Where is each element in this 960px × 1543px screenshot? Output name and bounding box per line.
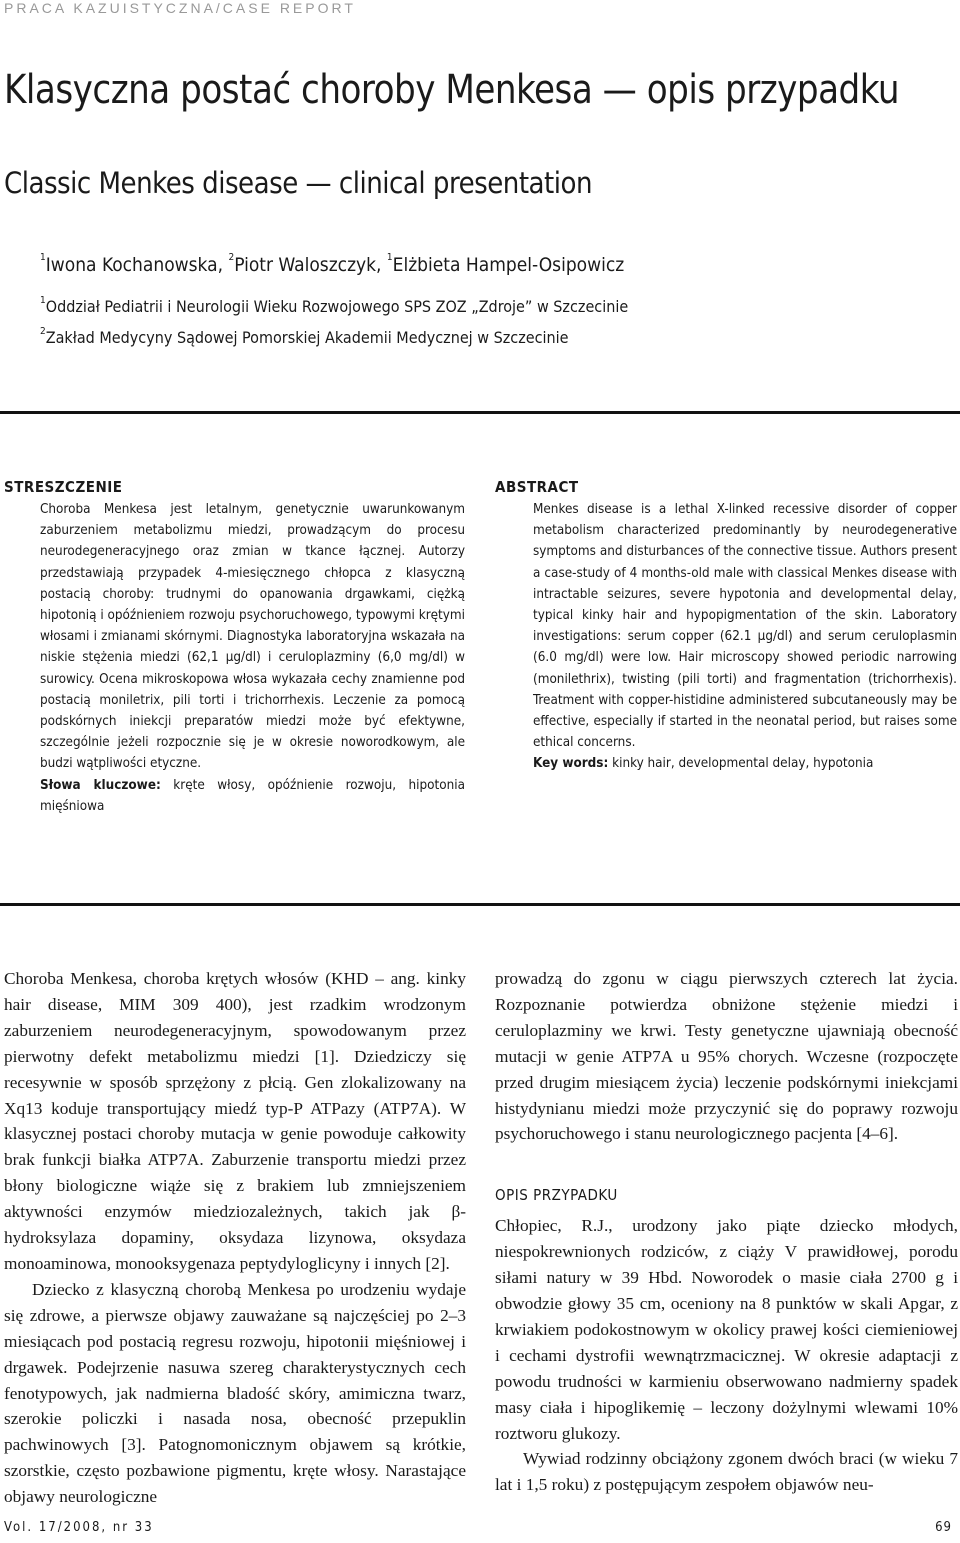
keywords-en: kinky hair, developmental delay, hypotonia: [608, 756, 874, 772]
abstract-pl-heading: STRESZCZENIE: [4, 478, 123, 496]
divider-bottom: [0, 903, 960, 906]
author-sup: 2: [228, 252, 235, 263]
author-sup: 1: [386, 252, 393, 263]
affiliation-text: Zakład Medycyny Sądowej Pomorskiej Akademii Medycznej w Szczecinie: [45, 328, 569, 347]
author-name: Piotr Waloszczyk,: [234, 254, 387, 276]
title-english: Classic Menkes disease — clinical presentation: [4, 166, 592, 200]
divider-top: [0, 411, 960, 414]
title-polish: Klasyczna postać choroby Menkesa — opis przypadku: [4, 66, 900, 113]
author-sup: 1: [40, 252, 46, 263]
abstract-en-heading: ABSTRACT: [495, 478, 579, 496]
body-paragraph: Wywiad rodzinny obciążony zgonem dwóch braci (w wieku 7 lat i 1,5 roku) z postępującym zespołem objawów neu-: [495, 1449, 958, 1495]
case-heading: OPIS PRZYPADKU: [495, 1186, 618, 1205]
volume-info: Vol. 17/2008, nr 33: [4, 1520, 154, 1535]
body-paragraph: Chłopiec, R.J., urodzony jako piąte dziecko młodych, niespokrewnionych rodziców, z ciąży V prawidłowej, porodu siłami natury w 39 Hbd. Noworodek o masie ciała 2700 g i obwodzie głowy 35 cm, oceniony na 8 punktów w skali Apgar, z krwiakiem podokostnowym w okolicy prawej kości ciemieniowej i cechami dystrofii wewnątrzmacicznej. W okresie adaptacji z powodu trudności w karmieniu obserwowano nadmierny spadek masy ciała i hipoglikemię – leczony dożylnymi wlewami 10% roztworu glukozy.: [495, 1216, 958, 1443]
author-list: [40, 254, 624, 276]
affiliation-text: Oddział Pediatrii i Neurologii Wieku Rozwojowego SPS ZOZ „Zdroje” w Szczecinie: [45, 297, 629, 316]
author-name: Elżbieta Hampel-Osipowicz: [392, 254, 625, 276]
body-column-left: [4, 966, 466, 1510]
body-column-right: [495, 966, 958, 1498]
affiliation-1: [40, 297, 628, 316]
body-paragraph: prowadzą do zgonu w ciągu pierwszych czterech lat życia. Rozpoznanie potwierdza obniżone stężenie miedzi i ceruloplazminy we krwi. Testy genetyczne ujawniają obecność mutacji w genie ATP7A u 95% chorych. Wczesne (rozpoczęte przed drugim miesiącem życia) leczenie podskórnymi iniekcjami histydynianu miedzi może przyczynić się do poprawy rozwoju psychoruchowego i stanu neurologicznego pacjenta [4–6].: [495, 969, 958, 1144]
keywords-pl-label: Słowa kluczowe:: [40, 777, 161, 793]
abstract-pl-text: Choroba Menkesa jest letalnym, genetycznie uwarunkowanym zaburzeniem metabolizmu miedzi, prowadzącym do procesu neurodegeneracyjnego oraz zmian w tkance łącznej. Autorzy przedstawiają przypadek 4-miesięcznego chłopca z klasyczną postacią choroby: trudnymi do opanowania drgawkami, ciężką hipotonią i opóźnieniem rozwoju psychoruchowego, typowymi krętymi włosami i zmianami skórnymi. Diagnostyka laboratoryjna wskazała na niskie stężenia miedzi (62,1 μg/dl) i ceruloplazminy (6,0 mg/dl) w surowicy. Ocena mikroskopowa włosa wykazała cechy znamienne pod postacią moniletrix, pili torti i trichorrhexis. Leczenie za pomocą podskórnych iniekcji preparatów miedzi może być efektywne, szczególnie jeżeli rozpocznie się je w okresie noworodkowym, ale budzi wątpliwości etyczne.: [40, 502, 465, 772]
author-name: Iwona Kochanowska,: [45, 254, 229, 276]
body-paragraph: Dziecko z klasyczną chorobą Menkesa po urodzeniu wydaje się zdrowe, a pierwsze objawy zauważane są najczęściej po 2–3 miesiącach pod postacią regresu rozwoju, hipotonii mięśniowej i drgawek. Podejrzenie nasuwa szereg charakterystycznych cech fenotypowych, jak nadmierna bladość skóry, amimiczna twarz, szerokie policzki i nasada nosa, obecność przepuklin pachwinowych [3]. Patognomonicznym objawem są krótkie, szorstkie, często pozbawione pigmentu, kręte włosy. Narastające objawy neurologiczne: [4, 1279, 466, 1507]
keywords-pl: kręte włosy, opóźnienie rozwoju, hipotonia mięśniowa: [40, 777, 465, 814]
section-label: PRACA KAZUISTYCZNA/CASE REPORT: [4, 0, 356, 16]
keywords-en-label: Key words:: [533, 756, 609, 772]
abstract-en-text: Menkes disease is a lethal X-linked recessive disorder of copper metabolism characterized predominantly by neurodegenerative symptoms and disturbances of the connective tissue. Authors present a case-study of 4 months-old male with classical Menkes disease with intractable seizures, severe hypotonia and developmental delay, typical kinky hair and hypopigmentation of the skin. Laboratory investigations: serum copper (62.1 μg/dl) and serum ceruloplasmin (6.0 mg/dl) were low. Hair microscopy showed periodic narrowing (monilethrix), twisting (pili torti) and fragmentation (trichorrhexis). Treatment with copper-histidine administered subcutaneously may be effective, especially if started in the neonatal period, but raises some ethical concerns.: [533, 502, 957, 751]
abstract-pl: [40, 499, 465, 817]
affiliation-sup: 2: [40, 326, 46, 337]
affiliation-sup: 1: [40, 295, 46, 306]
page-number: 69: [935, 1520, 952, 1535]
affiliation-2: [40, 328, 569, 347]
body-paragraph: Choroba Menkesa, choroba krętych włosów (KHD – ang. kinky hair disease, MIM 309 400), jest rzadkim wrodzonym zaburzeniem neurodegeneracyjnym, spowodowanym przez pierwotny defekt metabolizmu miedzi [1]. Dziedziczy się recesywnie w sposób sprzężony z płcią. Gen zlokalizowany na Xq13 koduje transportujący miedź typ-P ATPazy (ATP7A). W klasycznej postaci choroby mutacja w genie powoduje całkowity brak funkcji białka ATP7A. Zaburzenie transportu miedzi przez błony biologiczne wiąże się z brakiem lub zmniejszeniem aktywności enzymów miedziozależnych, takich jak β-hydroksylaza dopaminy, oksydaza lizynowa, oksydaza monoaminowa, monooksygenaza peptydyloglicyny i innych [2].: [4, 969, 466, 1273]
abstract-en: [533, 499, 957, 775]
